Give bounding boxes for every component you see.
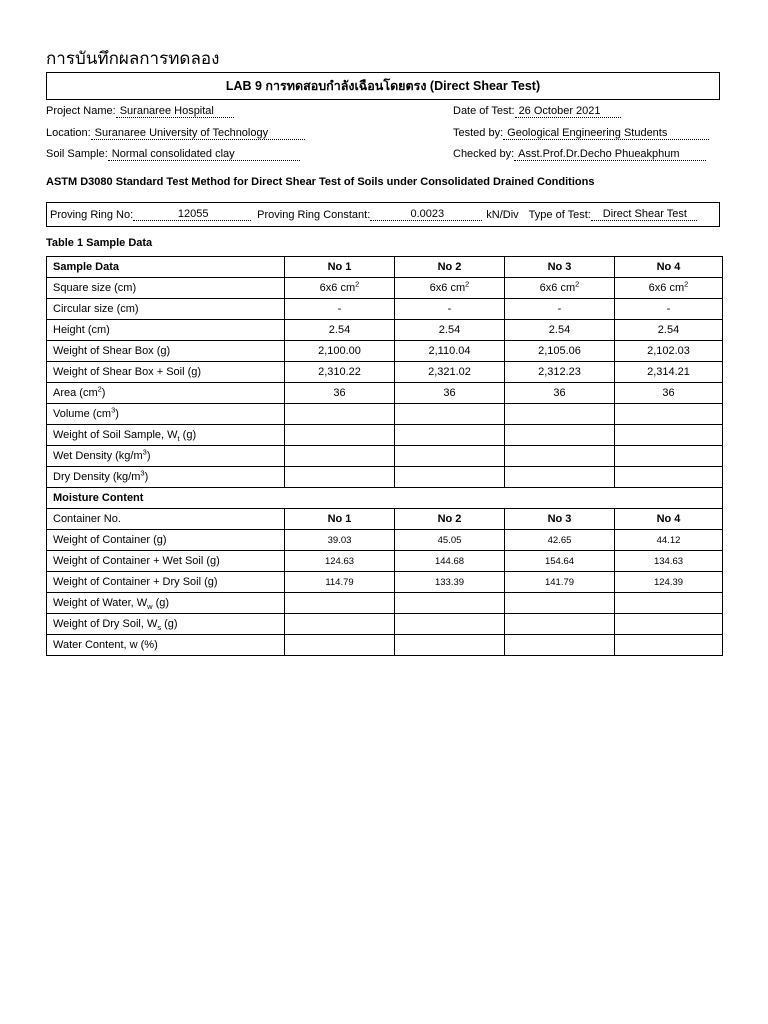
sample-data-header: Sample Data <box>47 257 285 278</box>
water-weight-text: Weight of Water, W <box>53 597 148 609</box>
square-size-cell <box>285 278 395 299</box>
dry-soil-weight-cell <box>395 614 505 635</box>
shear-box-soil-weight-cell: 2,310.22 <box>285 362 395 383</box>
circular-size-cell: - <box>615 299 723 320</box>
square-size-cell <box>395 278 505 299</box>
moisture-content-header: Moisture Content <box>47 488 723 509</box>
square-size-value: 6x6 cm <box>429 282 466 294</box>
shear-box-soil-weight-cell: 2,321.02 <box>395 362 505 383</box>
circular-size-cell: - <box>505 299 615 320</box>
col-header-no3: No 3 <box>505 257 615 278</box>
date-of-test-value: 26 October 2021 <box>515 105 621 118</box>
shear-box-weight-label: Weight of Shear Box (g) <box>47 341 285 362</box>
col-header-no2: No 2 <box>395 257 505 278</box>
dry-soil-weight-cell <box>615 614 723 635</box>
square-size-value: 6x6 cm <box>648 282 685 294</box>
location-row <box>46 127 305 140</box>
container-no-label: Container No. <box>47 509 285 530</box>
square-size-cell <box>615 278 723 299</box>
astm-standard-title: ASTM D3080 Standard Test Method for Direct Shear Test of Soils under Consolidated Drained Conditions <box>46 176 595 188</box>
container-dry-soil-cell: 124.39 <box>615 572 723 593</box>
soil-sample-row <box>46 148 300 161</box>
soil-sample-weight-unit: (g) <box>179 429 197 441</box>
container-weight-cell: 44.12 <box>615 530 723 551</box>
table-row <box>47 614 723 635</box>
dry-density-label <box>47 467 285 488</box>
table-row <box>47 572 723 593</box>
area-label <box>47 383 285 404</box>
col-header-no1: No 1 <box>285 257 395 278</box>
water-weight-cell <box>505 593 615 614</box>
water-weight-sub: w <box>147 602 153 612</box>
water-weight-unit: (g) <box>152 597 170 609</box>
dry-density-sup: 3 <box>140 468 145 478</box>
moisture-col-header-no1: No 1 <box>285 509 395 530</box>
container-weight-cell: 45.05 <box>395 530 505 551</box>
container-dry-soil-label: Weight of Container + Dry Soil (g) <box>47 572 285 593</box>
area-label-close: ) <box>101 387 106 399</box>
checked-by-value: Asst.Prof.Dr.Decho Phueakphum <box>514 148 706 161</box>
table-row <box>47 446 723 467</box>
circular-size-cell: - <box>395 299 505 320</box>
lab-title-box <box>46 72 720 100</box>
container-wet-soil-cell: 124.63 <box>285 551 395 572</box>
dry-density-cell <box>615 467 723 488</box>
proving-ring-no-label: Proving Ring No: <box>50 208 134 221</box>
height-cell: 2.54 <box>395 320 505 341</box>
soil-sample-weight-text: Weight of Soil Sample, W <box>53 429 178 441</box>
square-size-value: 6x6 cm <box>319 282 356 294</box>
area-label-text: Area (cm <box>53 387 98 399</box>
dry-soil-weight-unit: (g) <box>161 618 178 630</box>
container-header-row <box>47 509 723 530</box>
container-dry-soil-cell: 114.79 <box>285 572 395 593</box>
date-of-test-row <box>453 105 621 118</box>
volume-cell <box>615 404 723 425</box>
dry-density-cell <box>395 467 505 488</box>
container-weight-cell: 42.65 <box>505 530 615 551</box>
wet-density-cell <box>615 446 723 467</box>
dry-soil-weight-cell <box>285 614 395 635</box>
soil-sample-weight-cell <box>285 425 395 446</box>
area-cell: 36 <box>285 383 395 404</box>
table-row <box>47 593 723 614</box>
table-row <box>47 635 723 656</box>
square-size-label: Square size (cm) <box>47 278 285 299</box>
shear-box-weight-cell: 2,110.04 <box>395 341 505 362</box>
location-label: Location: <box>46 127 91 139</box>
table-row <box>47 341 723 362</box>
container-wet-soil-cell: 144.68 <box>395 551 505 572</box>
shear-box-soil-weight-cell: 2,312.23 <box>505 362 615 383</box>
volume-label-sup: 3 <box>111 405 116 415</box>
table-row <box>47 404 723 425</box>
wet-density-cell <box>505 446 615 467</box>
water-weight-cell <box>615 593 723 614</box>
height-cell: 2.54 <box>615 320 723 341</box>
volume-label-text: Volume (cm <box>53 408 112 420</box>
dry-density-close: ) <box>144 471 149 483</box>
tested-by-row <box>453 127 709 140</box>
container-dry-soil-cell: 141.79 <box>505 572 615 593</box>
page-heading: การบันทึกผลการทดลอง <box>46 49 220 68</box>
water-weight-cell <box>285 593 395 614</box>
container-wet-soil-cell: 154.64 <box>505 551 615 572</box>
dry-density-text: Dry Density (kg/m <box>53 471 141 483</box>
shear-box-soil-weight-cell: 2,314.21 <box>615 362 723 383</box>
water-content-cell <box>505 635 615 656</box>
checked-by-label: Checked by: <box>453 148 515 160</box>
proving-ring-constant-label: Proving Ring Constant: <box>257 208 371 221</box>
container-wet-soil-label: Weight of Container + Wet Soil (g) <box>47 551 285 572</box>
water-content-cell <box>615 635 723 656</box>
col-header-no4: No 4 <box>615 257 723 278</box>
location-value: Suranaree University of Technology <box>91 127 305 140</box>
project-name-label: Project Name: <box>46 105 116 117</box>
soil-sample-weight-cell <box>615 425 723 446</box>
table-row <box>47 530 723 551</box>
volume-cell <box>285 404 395 425</box>
wet-density-label <box>47 446 285 467</box>
table-row <box>47 299 723 320</box>
dry-soil-weight-sub: s <box>157 623 162 633</box>
tested-by-value: Geological Engineering Students <box>503 127 709 140</box>
project-name-row <box>46 105 234 118</box>
wet-density-text: Wet Density (kg/m <box>53 450 143 462</box>
table-row <box>47 362 723 383</box>
wet-density-cell <box>285 446 395 467</box>
proving-ring-box <box>46 202 720 227</box>
project-name-value: Suranaree Hospital <box>116 105 234 118</box>
square-size-unit-sup: 2 <box>355 279 360 289</box>
container-weight-cell: 39.03 <box>285 530 395 551</box>
moisture-header-row <box>47 488 723 509</box>
container-dry-soil-cell: 133.39 <box>395 572 505 593</box>
area-cell: 36 <box>395 383 505 404</box>
test-type-value: Direct Shear Test <box>591 208 697 221</box>
soil-sample-weight-sub: t <box>177 434 180 444</box>
water-content-cell <box>395 635 505 656</box>
proving-ring-no-value: 12055 <box>133 208 251 221</box>
area-label-sup: 2 <box>97 384 102 394</box>
table-title: Table 1 Sample Data <box>46 237 153 249</box>
shear-box-weight-cell: 2,100.00 <box>285 341 395 362</box>
container-wet-soil-cell: 134.63 <box>615 551 723 572</box>
volume-label-close: ) <box>115 408 119 420</box>
table-row <box>47 320 723 341</box>
moisture-col-header-no2: No 2 <box>395 509 505 530</box>
dry-soil-weight-cell <box>505 614 615 635</box>
soil-sample-weight-label <box>47 425 285 446</box>
shear-box-soil-weight-label: Weight of Shear Box + Soil (g) <box>47 362 285 383</box>
checked-by-row <box>453 148 706 161</box>
container-weight-label: Weight of Container (g) <box>47 530 285 551</box>
square-size-value: 6x6 cm <box>539 282 576 294</box>
square-size-unit-sup: 2 <box>575 279 580 289</box>
soil-sample-weight-cell <box>505 425 615 446</box>
soil-sample-value: Normal consolidated clay <box>108 148 300 161</box>
square-size-unit-sup: 2 <box>684 279 689 289</box>
square-size-unit-sup: 2 <box>465 279 470 289</box>
water-weight-label <box>47 593 285 614</box>
sample-data-table <box>46 256 723 656</box>
moisture-col-header-no4: No 4 <box>615 509 723 530</box>
water-content-label: Water Content, w (%) <box>47 635 285 656</box>
proving-ring-unit: kN/Div <box>486 208 519 221</box>
height-cell: 2.54 <box>285 320 395 341</box>
dry-density-cell <box>285 467 395 488</box>
dry-density-cell <box>505 467 615 488</box>
soil-sample-weight-cell <box>395 425 505 446</box>
area-cell: 36 <box>505 383 615 404</box>
water-content-cell <box>285 635 395 656</box>
test-type-label: Type of Test: <box>528 208 591 221</box>
height-cell: 2.54 <box>505 320 615 341</box>
circular-size-label: Circular size (cm) <box>47 299 285 320</box>
dry-soil-weight-text: Weight of Dry Soil, W <box>53 618 158 630</box>
tested-by-label: Tested by: <box>453 127 504 139</box>
table-row <box>47 467 723 488</box>
wet-density-close: ) <box>146 450 151 462</box>
date-of-test-label: Date of Test: <box>453 105 515 117</box>
lab-title: LAB 9 การทดสอบกำลังเฉือนโดยตรง (Direct Shear Test) <box>225 79 541 93</box>
volume-cell <box>505 404 615 425</box>
wet-density-sup: 3 <box>142 447 147 457</box>
height-label: Height (cm) <box>47 320 285 341</box>
table-row <box>47 551 723 572</box>
dry-soil-weight-label <box>47 614 285 635</box>
table-row <box>47 383 723 404</box>
volume-label <box>47 404 285 425</box>
moisture-col-header-no3: No 3 <box>505 509 615 530</box>
soil-sample-label: Soil Sample: <box>46 148 108 160</box>
square-size-cell <box>505 278 615 299</box>
wet-density-cell <box>395 446 505 467</box>
area-cell: 36 <box>615 383 723 404</box>
shear-box-weight-cell: 2,105.06 <box>505 341 615 362</box>
shear-box-weight-cell: 2,102.03 <box>615 341 723 362</box>
water-weight-cell <box>395 593 505 614</box>
sample-header-row <box>47 257 723 278</box>
table-row <box>47 278 723 299</box>
table-row <box>47 425 723 446</box>
circular-size-cell: - <box>285 299 395 320</box>
proving-ring-constant-value: 0.0023 <box>370 208 482 221</box>
volume-cell <box>395 404 505 425</box>
